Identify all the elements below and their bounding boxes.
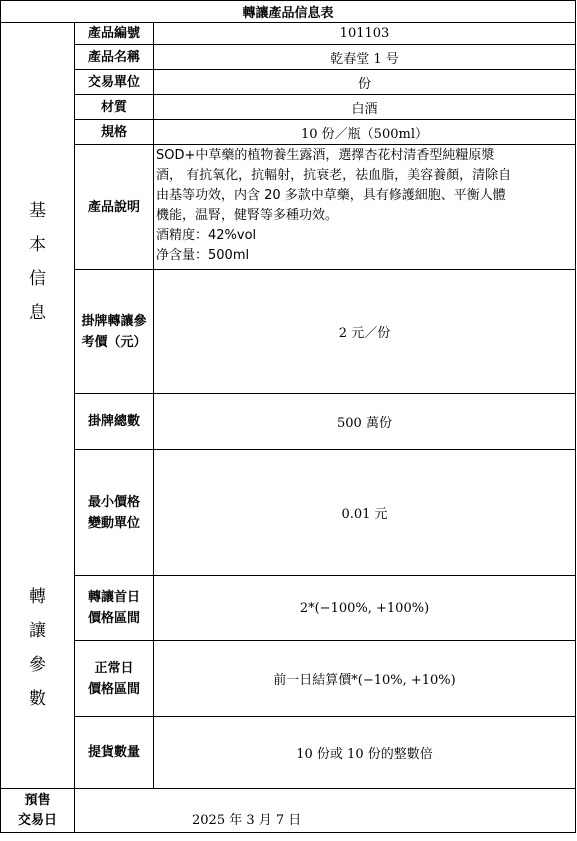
value-material: 白酒	[154, 95, 576, 120]
label-description: 產品說明	[75, 145, 154, 270]
value-normal-day-range: 前一日結算價*(−10%, +10%)	[154, 641, 576, 717]
label-delivery-quantity: 提貨數量	[75, 717, 154, 789]
label-reference-price: 掛牌轉讓參 考價（元）	[75, 270, 154, 394]
label-material: 材質	[75, 95, 154, 120]
label-spec: 規格	[75, 120, 154, 145]
table-title: 轉讓產品信息表	[1, 1, 576, 23]
value-listing-total: 500 萬份	[154, 394, 576, 450]
value-description: SOD+中草藥的植物養生露酒，選擇杏花村清香型純糧原漿 酒， 有抗氧化，抗輻射，抗衰老，祛血脂，美容養顏，清除自 由基等功效，内含 20 多款中草藥，具有修護細胞、平衡人體 機能，温腎，健腎等多種功效。 酒精度：42%vol 净含量：500ml	[154, 145, 576, 270]
value-product-name: 乾春堂 1 号	[154, 45, 576, 70]
value-min-tick: 0.01 元	[154, 450, 576, 576]
section-labels	[1, 23, 75, 789]
section-basic-info: 基 本 信 息	[29, 201, 46, 323]
label-min-tick: 最小價格 變動單位	[75, 450, 154, 576]
value-delivery-quantity: 10 份或 10 份的整數倍	[154, 717, 576, 789]
value-spec: 10 份／瓶（500ml）	[154, 120, 576, 145]
value-presale-date: 2025 年 3 月 7 日	[75, 789, 576, 833]
value-trade-unit: 份	[154, 70, 576, 95]
label-presale-date: 預售 交易日	[1, 789, 75, 833]
section-transfer-params: 轉 讓 參 數	[29, 587, 46, 709]
label-product-code: 產品編號	[75, 23, 154, 45]
label-listing-total: 掛牌總數	[75, 394, 154, 450]
label-trade-unit: 交易單位	[75, 70, 154, 95]
value-reference-price: 2 元／份	[154, 270, 576, 394]
label-product-name: 產品名稱	[75, 45, 154, 70]
value-product-code: 101103	[154, 23, 576, 45]
value-first-day-range: 2*(−100%, +100%)	[154, 576, 576, 641]
label-normal-day-range: 正常日 價格區間	[75, 641, 154, 717]
label-first-day-range: 轉讓首日 價格區間	[75, 576, 154, 641]
